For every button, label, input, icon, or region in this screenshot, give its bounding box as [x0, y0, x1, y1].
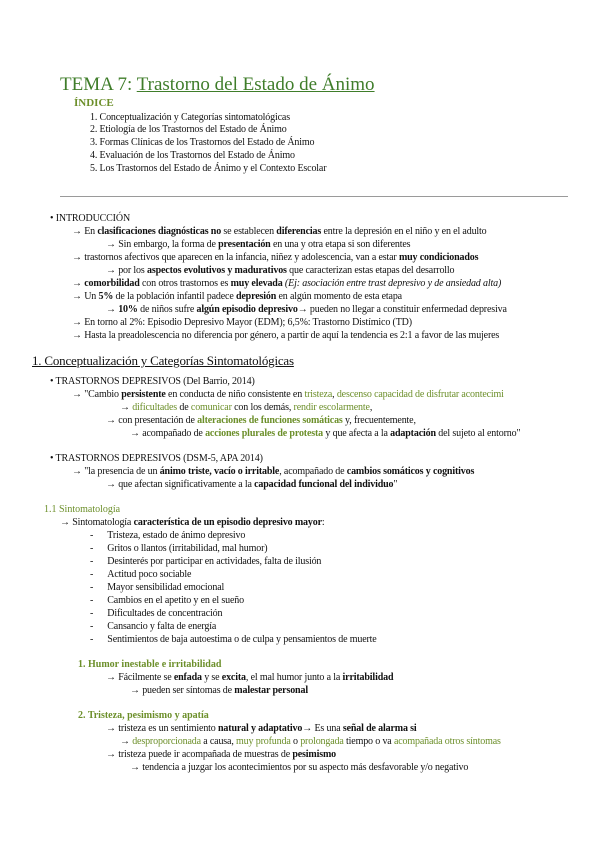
page-title — [60, 74, 375, 96]
text-line: → tendencia a juzgar los acontecimientos por su aspecto más desfavorable y/o negativo — [130, 762, 469, 773]
list-item: - Gritos o llantos (irritabilidad, mal humor) — [90, 543, 268, 554]
intro-line: → Un 5% de la población infantil padece depresión en algún momento de esta etapa — [72, 291, 402, 302]
numbered-heading: 1. Humor inestable e irritabilidad — [78, 659, 222, 670]
list-item: - Desinterés por participar en actividades, falta de ilusión — [90, 556, 322, 567]
index-item: 1. Conceptualización y Categorías sintomatológicas — [90, 112, 290, 123]
list-item: - Sentimientos de baja autoestima o de culpa y pensamientos de muerte — [90, 634, 377, 645]
title-prefix: TEMA 7: — [60, 74, 137, 95]
text-line: → Fácilmente se enfada y se excita, el mal humor junto a la irritabilidad — [106, 672, 394, 683]
index-item: 4. Evaluación de los Trastornos del Estado de Ánimo — [90, 150, 295, 161]
text-line: → "Cambio persistente en conducta de niño consistente en tristeza, descenso capacidad de disfrutar acontecimi — [72, 389, 504, 400]
list-item: - Actitud poco sociable — [90, 569, 192, 580]
text-line: → tristeza puede ir acompañada de muestras de pesimismo — [106, 749, 337, 760]
intro-line: → Hasta la preadolescencia no diferencia por género, a partir de aquí la tendencia es 2:1 a favor de las mujeres — [72, 330, 500, 341]
text-line: → con presentación de alteraciones de funciones somáticas y, frecuentemente, — [106, 415, 416, 426]
text-line: → "la presencia de un ánimo triste, vacío o irritable, acompañado de cambios somáticos y cognitivos — [72, 466, 475, 477]
index-heading: ÍNDICE — [74, 97, 114, 109]
index-item: 5. Los Trastornos del Estado de Ánimo y el Contexto Escolar — [90, 163, 327, 174]
title-main: Trastorno del Estado de Ánimo — [136, 74, 375, 95]
text-line: → desproporcionada a causa, muy profunda o prolongada tiempo o va acompañada otros síntomas — [120, 736, 501, 747]
text-line: → tristeza es un sentimiento natural y adaptativo→ Es una señal de alarma si — [106, 723, 417, 734]
block-heading: • TRASTORNOS DEPRESIVOS (Del Barrio, 2014) — [50, 376, 255, 387]
intro-line: → comorbilidad con otros trastornos es muy elevada (Ej: asociación entre trast depresivo y de ansiedad alta) — [72, 278, 502, 289]
text-line: → Sintomatología característica de un episodio depresivo mayor: — [60, 517, 325, 528]
list-item: - Tristeza, estado de ánimo depresivo — [90, 530, 246, 541]
text-line: → pueden ser síntomas de malestar personal — [130, 685, 308, 696]
list-item: - Mayor sensibilidad emocional — [90, 582, 225, 593]
index-item: 2. Etiología de los Trastornos del Estado de Ánimo — [90, 124, 287, 135]
intro-line: → 10% de niños sufre algún episodio depresivo→ pueden no llegar a constituir enfermedad depresiva — [106, 304, 507, 315]
text-line: → dificultades de comunicar con los demás, rendir escolarmente, — [120, 402, 373, 413]
divider — [60, 196, 568, 197]
intro-line: → En torno al 2%: Episodio Depresivo Mayor (EDM); 6,5%: Trastorno Distímico (TD) — [72, 317, 412, 328]
intro-line: → por los aspectos evolutivos y madurativos que caracterizan estas etapas del desarrollo — [106, 265, 455, 276]
block-heading: • TRASTORNOS DEPRESIVOS (DSM-5, APA 2014) — [50, 453, 263, 464]
intro-heading: • INTRODUCCIÓN — [50, 213, 131, 224]
list-item: - Cambios en el apetito y en el sueño — [90, 595, 244, 606]
numbered-heading: 2. Tristeza, pesimismo y apatía — [78, 710, 209, 721]
index-item: 3. Formas Clínicas de los Trastornos del Estado de Ánimo — [90, 137, 315, 148]
list-item: - Dificultades de concentración — [90, 608, 223, 619]
text-line: → acompañado de acciones plurales de protesta y que afecta a la adaptación del sujeto al entorno" — [130, 428, 521, 439]
intro-line: → Sin embargo, la forma de presentación en una y otra etapa si son diferentes — [106, 239, 411, 250]
intro-line: → En clasificaciones diagnósticas no se establecen diferencias entre la depresión en el niño y en el adulto — [72, 226, 487, 237]
section-heading: 1. Conceptualización y Categorías Sintomatológicas — [32, 353, 294, 368]
text-line: → que afectan significativamente a la capacidad funcional del individuo" — [106, 479, 398, 490]
list-item: - Cansancio y falta de energía — [90, 621, 217, 632]
subsection-heading: 1.1 Sintomatología — [44, 504, 121, 515]
intro-line: → trastornos afectivos que aparecen en la infancia, niñez y adolescencia, van a estar muy condicionados — [72, 252, 479, 263]
